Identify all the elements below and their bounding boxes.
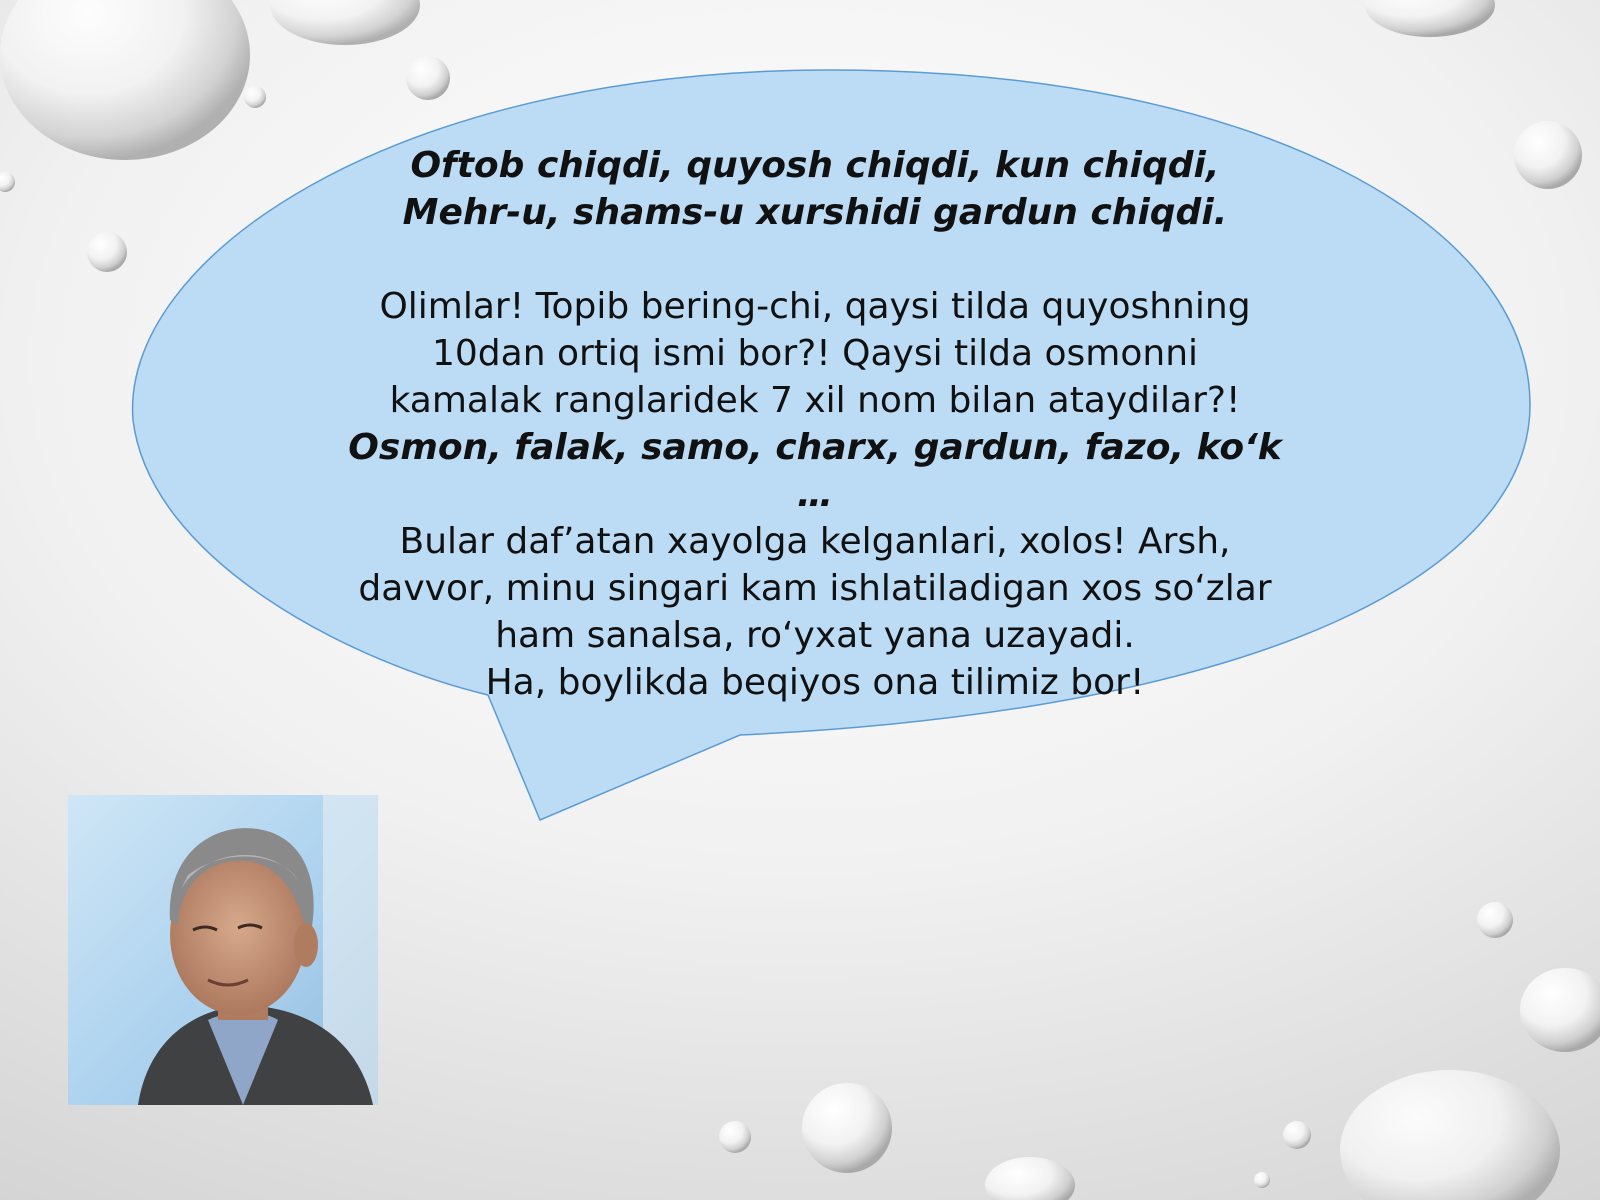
closing-line: Bular daf’atan xayolga kelganlari, xolos! Arsh, (399, 521, 1231, 562)
emphasis-line: Osmon, falak, samo, charx, gardun, fazo, ko‘k … (348, 427, 1282, 515)
closing-line: Ha, boylikda beqiyos ona tilimiz bor! (485, 662, 1145, 703)
body-line: kamalak ranglaridek 7 xil nom bilan ataydilar?! (389, 380, 1241, 421)
poem-line: Oftob chiqdi, quyosh chiqdi, kun chiqdi, (410, 145, 1220, 186)
poem-line: Mehr-u, shams-u xurshidi gardun chiqdi. (402, 192, 1228, 233)
speech-bubble-text (345, 142, 1285, 706)
closing-line: davvor, minu singari kam ishlatiladigan xos so‘zlar (358, 568, 1272, 609)
portrait-photo (68, 795, 378, 1105)
body-line: 10dan ortiq ismi bor?! Qaysi tilda osmonni (431, 333, 1199, 374)
body-line: Olimlar! Topib bering-chi, qaysi tilda quyoshning (379, 286, 1251, 327)
closing-line: ham sanalsa, ro‘yxat yana uzayadi. (495, 615, 1135, 656)
